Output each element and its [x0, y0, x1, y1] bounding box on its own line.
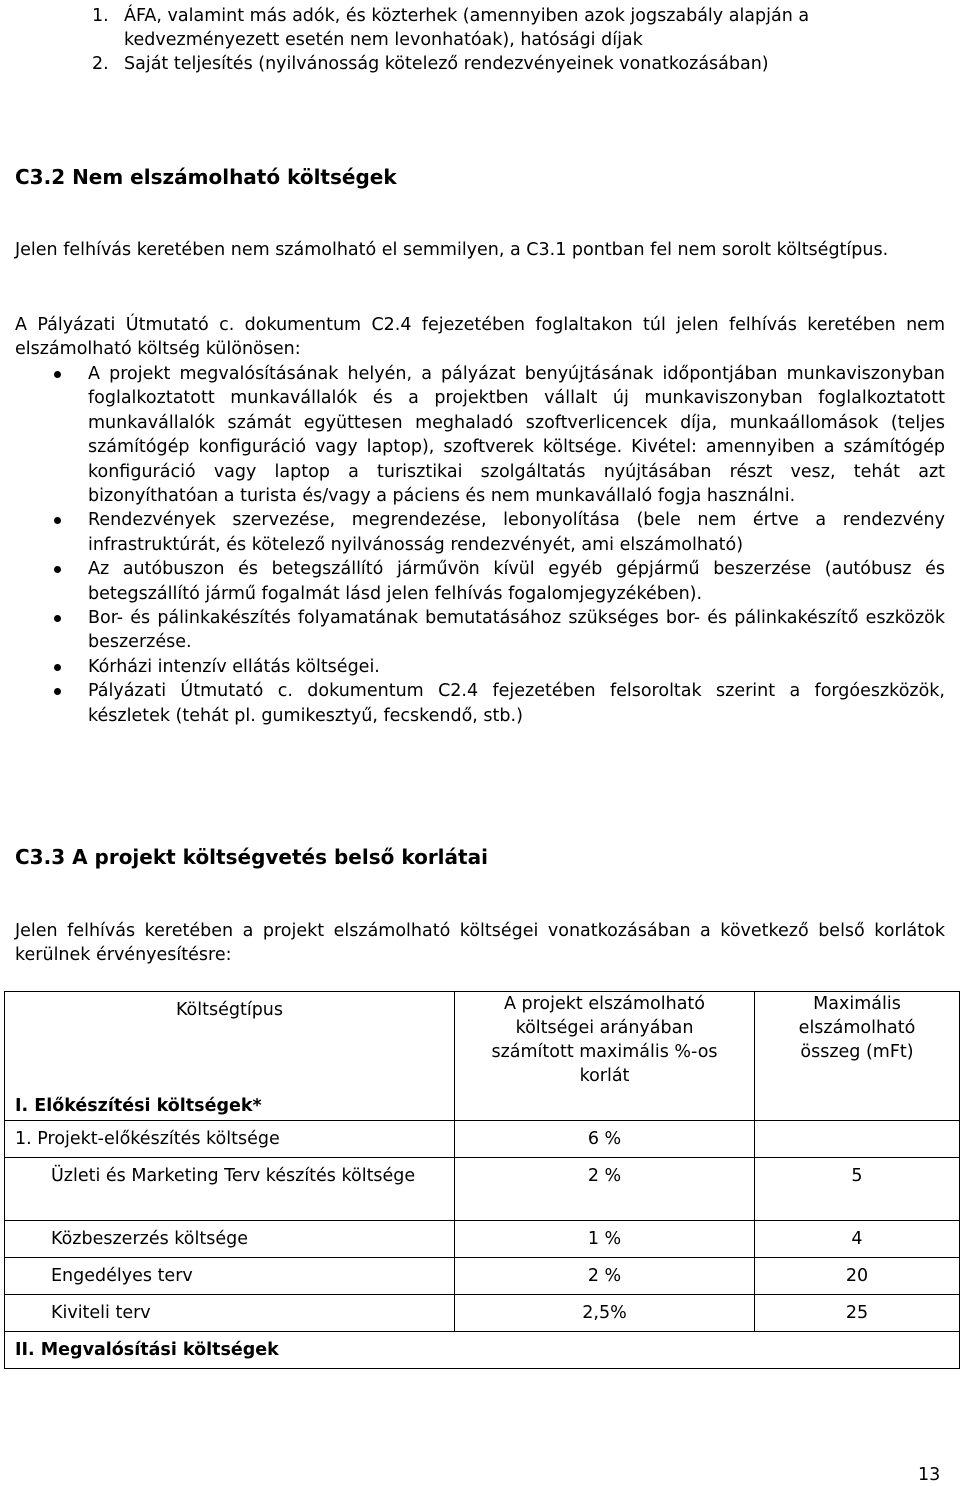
list-number: 2.: [92, 54, 109, 74]
page-number: 13: [918, 1465, 941, 1485]
paragraph: Jelen felhívás keretében a projekt elszámolható költségei vonatkozásában a következő belső korlátok kerülnek érvényesítésre:: [15, 921, 945, 965]
table-row: [5, 1158, 960, 1221]
bullet-item: [15, 557, 945, 606]
bullet-icon: [15, 557, 88, 606]
row-amount: 5: [755, 1158, 960, 1221]
list-item: [92, 52, 952, 76]
row-percent: 2 %: [455, 1158, 755, 1221]
paragraph: A Pályázati Útmutató c. dokumentum C2.4 fejezetében foglaltakon túl jelen felhívás keretében nem elszámolható költség különösen:: [15, 315, 945, 359]
row-label: Üzleti és Marketing Terv készítés költsége: [5, 1158, 455, 1221]
list-text: ÁFA, valamint más adók, és közterhek (amennyiben azok jogszabály alapján a kedvezményezett esetén nem levonhatóak), hatósági díjak: [124, 6, 810, 50]
bullet-item: [15, 508, 945, 557]
bullet-text: Pályázati Útmutató c. dokumentum C2.4 fejezetében felsoroltak szerint a forgóeszközök, készletek (tehát pl. gumikesztyű, fecskendő, stb.): [88, 681, 945, 726]
table-header-row: [5, 992, 960, 1121]
row-percent: 1 %: [455, 1221, 755, 1258]
header-label: Költségtípus: [175, 1000, 284, 1020]
table-row: [5, 1121, 960, 1158]
row-label: Közbeszerzés költsége: [5, 1221, 455, 1258]
list-item: [92, 4, 952, 52]
numbered-list: [92, 4, 952, 76]
bullet-text: Kórházi intenzív ellátás költségei.: [88, 656, 380, 677]
table-row: [5, 1295, 960, 1332]
row-percent: 2 %: [455, 1258, 755, 1295]
paragraph: Jelen felhívás keretében nem számolható el semmilyen, a C3.1 pontban fel nem sorolt költségtípus.: [15, 240, 889, 260]
bullet-icon: [15, 362, 88, 508]
section-label-preparation: I. Előkészítési költségek*: [15, 1096, 262, 1116]
row-percent: 2,5%: [455, 1295, 755, 1332]
row-label: 1. Projekt-előkészítés költsége: [5, 1121, 455, 1158]
bullet-text: Az autóbuszon és betegszállító járművön kívül egyéb gépjármű beszerzése (autóbusz és betegszállító jármű fogalmát lásd jelen felhívás fogalomjegyzékében).: [88, 559, 945, 604]
bullet-text: A projekt megvalósításának helyén, a pályázat benyújtásának időpontjában munkaviszonyban foglalkoztatott munkavállalók és a projektben vállalt új munkaviszonyban foglalkoztatott munkavállalók számát együttesen meghaladó szoftverlicencek díja, munkaállomások (teljes számítógép konfiguráció vagy laptop), szoftverek költsége. Kivétel: amennyiben a számítógép konfiguráció vagy laptop a turisztikai szolgáltatás nyújtásában részt vesz, tehát azt bizonyíthatóan a turista és/vagy a páciens és nem munkavállaló fogja használni.: [88, 364, 945, 507]
bullet-item: [15, 606, 945, 655]
bullet-item: [15, 362, 945, 508]
list-number: 1.: [92, 6, 109, 26]
bullet-icon: [15, 606, 88, 655]
section-heading-c32: C3.2 Nem elszámolható költségek: [15, 165, 397, 189]
table-row: [5, 1258, 960, 1295]
header-cell-max-amount: Maximális elszámolható összeg (mFt): [755, 992, 960, 1121]
header-cell-percent: A projekt elszámolható költségei arányában számított maximális %-os korlát: [455, 992, 755, 1121]
list-text: Saját teljesítés (nyilvánosság kötelező rendezvényeinek vonatkozásában): [124, 54, 769, 74]
table-row: [5, 1221, 960, 1258]
row-label: Engedélyes terv: [5, 1258, 455, 1295]
header-cell-cost-type: [5, 992, 455, 1121]
bullet-text: Rendezvények szervezése, megrendezése, lebonyolítása (bele nem értve a rendezvény infrastruktúrát, és kötelező nyilvánosság rendezvényét, ami elszámolható): [88, 510, 945, 555]
bullet-icon: [15, 679, 88, 728]
row-label: Kiviteli terv: [5, 1295, 455, 1332]
table-section-row: [5, 1332, 960, 1369]
row-amount: 20: [755, 1258, 960, 1295]
section-label-implementation: II. Megvalósítási költségek: [5, 1332, 960, 1369]
row-percent: 6 %: [455, 1121, 755, 1158]
bullet-icon: [15, 655, 88, 679]
bullet-list: [15, 362, 945, 728]
cost-limits-table: [4, 991, 960, 1369]
section-heading-c33: C3.3 A projekt költségvetés belső korlátai: [15, 845, 488, 869]
row-amount: 4: [755, 1221, 960, 1258]
bullet-item: [15, 655, 945, 679]
row-amount: 25: [755, 1295, 960, 1332]
bullet-item: [15, 679, 945, 728]
row-amount: [755, 1121, 960, 1158]
bullet-icon: [15, 508, 88, 557]
bullet-text: Bor- és pálinkakészítés folyamatának bemutatásához szükséges bor- és pálinkakészítő eszközök beszerzése.: [88, 608, 945, 653]
